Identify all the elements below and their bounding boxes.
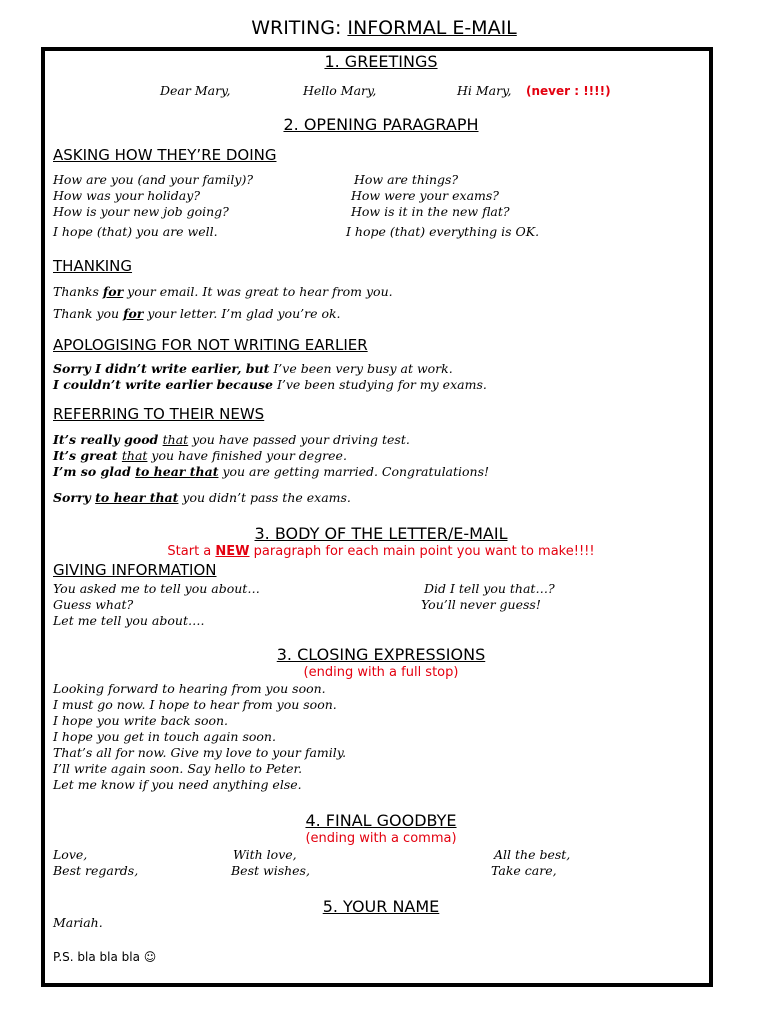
thanking-line: Thank you for your letter. I’m glad you’re ok. <box>53 306 341 321</box>
goodbye-item: Best wishes, <box>231 863 310 878</box>
asking-heading: ASKING HOW THEY’RE DOING <box>53 146 277 164</box>
news-line: It’s great that you have finished your degree. <box>53 448 347 463</box>
giving-heading: GIVING INFORMATION <box>53 561 217 579</box>
closing-line: I must go now. I hope to hear from you soon. <box>53 697 337 712</box>
thanking-heading: THANKING <box>53 257 133 275</box>
greeting-item: Hi Mary, <box>457 83 512 98</box>
goodbye-note: (ending with a comma) <box>305 831 457 846</box>
closing-line: Looking forward to hearing from you soon. <box>53 681 326 696</box>
body-note: Start a NEW paragraph for each main point you want to make!!!! <box>167 544 595 559</box>
closing-line: I hope you get in touch again soon. <box>53 729 276 744</box>
closing-line: That’s all for now. Give my love to your family. <box>53 745 347 760</box>
page-title <box>0 17 768 39</box>
news-line: I’m so glad to hear that you are getting married. Congratulations! <box>53 464 490 479</box>
giving-right-item: You’ll never guess! <box>421 597 541 612</box>
goodbye-item: Best regards, <box>53 863 139 878</box>
asking-left-item: I hope (that) you are well. <box>53 224 218 239</box>
apologising-line: Sorry I didn’t write earlier, but I’ve been very busy at work. <box>53 361 453 376</box>
body-heading: 3. BODY OF THE LETTER/E-MAIL <box>254 524 508 543</box>
closing-line: Let me know if you need anything else. <box>53 777 302 792</box>
news-heading: REFERRING TO THEIR NEWS <box>53 405 265 423</box>
signature-name: Mariah. <box>53 915 103 930</box>
closing-line: I hope you write back soon. <box>53 713 229 728</box>
greeting-item: Hello Mary, <box>303 83 377 98</box>
greetings-heading: 1. GREETINGS <box>324 52 438 71</box>
apologising-line: I couldn’t write earlier because I’ve been studying for my exams. <box>53 377 487 392</box>
goodbye-item: With love, <box>233 847 297 862</box>
goodbye-item: All the best, <box>494 847 571 862</box>
closing-heading: 3. CLOSING EXPRESSIONS <box>276 645 486 664</box>
goodbye-item: Take care, <box>491 863 557 878</box>
apologising-heading: APOLOGISING FOR NOT WRITING EARLIER <box>53 336 368 354</box>
closing-line: I’ll write again soon. Say hello to Peter. <box>53 761 303 776</box>
title-main: INFORMAL E-MAIL <box>347 17 517 39</box>
goodbye-heading: 4. FINAL GOODBYE <box>305 811 457 830</box>
closing-note: (ending with a full stop) <box>303 665 459 680</box>
asking-right-item: How were your exams? <box>351 188 499 203</box>
greetings-note: (never : !!!!) <box>526 84 611 98</box>
postscript: P.S. bla bla bla ☺ <box>53 950 157 964</box>
news-line: Sorry to hear that you didn’t pass the exams. <box>53 490 351 505</box>
thanking-line: Thanks for your email. It was great to hear from you. <box>53 284 393 299</box>
title-prefix: WRITING: <box>251 17 348 39</box>
giving-left-item: You asked me to tell you about… <box>53 581 260 596</box>
opening-heading: 2. OPENING PARAGRAPH <box>283 115 479 134</box>
asking-left-item: How is your new job going? <box>53 204 229 219</box>
asking-right-item: How are things? <box>354 172 459 187</box>
giving-right-item: Did I tell you that…? <box>424 581 555 596</box>
news-line: It’s really good that you have passed your driving test. <box>53 432 410 447</box>
giving-left-item: Let me tell you about…. <box>53 613 205 628</box>
asking-right-item: How is it in the new flat? <box>351 204 510 219</box>
goodbye-item: Love, <box>53 847 88 862</box>
greeting-item: Dear Mary, <box>160 83 231 98</box>
asking-right-item: I hope (that) everything is OK. <box>346 224 540 239</box>
asking-left-item: How was your holiday? <box>53 188 201 203</box>
asking-left-item: How are you (and your family)? <box>53 172 254 187</box>
giving-left-item: Guess what? <box>53 597 134 612</box>
name-heading: 5. YOUR NAME <box>322 897 440 916</box>
